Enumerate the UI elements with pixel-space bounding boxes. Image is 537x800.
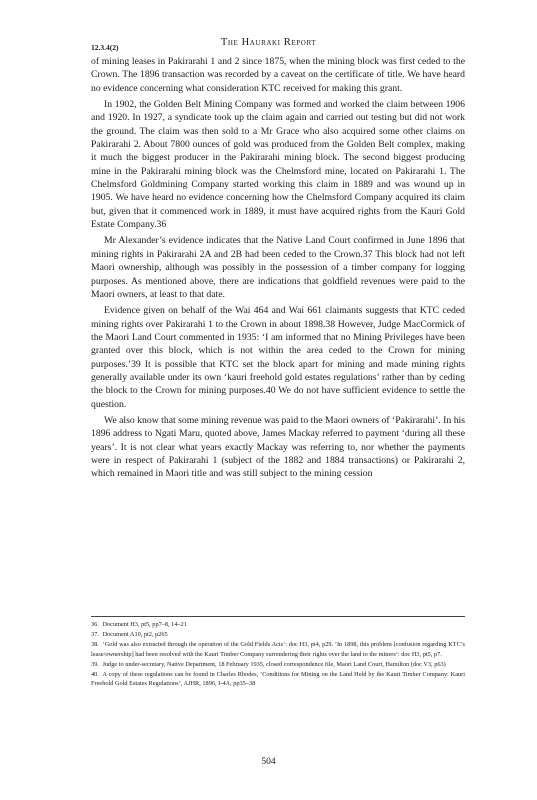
footnote-38 xyxy=(91,640,465,658)
footnote-text: ‘Gold was also extracted through the operation of the Gold Fields Acts’: doc H3, pt4, p29. ‘In 1898, this problem [confusion regarding KTC’s lease/ownership] had been resolved with the Kauri Timber Company surrendering their rights over the land to the miners’: doc H3, pt5, p7. xyxy=(91,641,465,658)
footnote-number: 36. xyxy=(91,621,99,628)
footnote-divider xyxy=(91,616,465,617)
footnote-text: Judge to under-secretary, Native Department, 18 February 1935, closed correspondence file, Maori Land Court, Hamilton (doc V3, p63) xyxy=(102,660,446,668)
footnote-text: A copy of these regulations can be found in Charles Rhodes, ‘Conditions for Mining on the Land Held by the Kauri Timber Company: Kauri Freehold Gold Estates Regulations’, AJHR, 1896, I-4A, pp35–38 xyxy=(91,671,465,688)
footnote-40 xyxy=(91,670,465,688)
footnote-number: 39. xyxy=(91,660,99,668)
paragraph-1: of mining leases in Pakirarahi 1 and 2 since 1875, when the mining block was first ceded to the Crown. The 1896 transaction was recorded by a caveat on the certificate of title. We have heard no evidence concerning what consideration KTC received for making this grant. xyxy=(91,56,465,94)
footnote-39 xyxy=(91,660,465,669)
footnote-36 xyxy=(91,620,465,629)
footnote-text: Document H3, pt5, pp7–8, 14–21 xyxy=(102,621,187,628)
footnote-37 xyxy=(91,630,465,639)
footnote-number: 37. xyxy=(91,631,99,639)
paragraph-2: In 1902, the Golden Belt Mining Company was formed and worked the claim between 1906 and 1920. In 1927, a syndicate took up the claim again and carried out testing but did not work the ground. The claim was then sold to a Mr Grace who also acquired some other claims on Pakirarahi 2. About 7800 ounces of gold was produced from the Golden Belt complex, making it much the biggest producer in the Pakirarahi mining block. The second biggest producing mine in the Pakirarahi mining block was the Chelmsford mine, located on Pakirarahi 1. The Chelmsford Goldmining Company started working this claim in 1889 and was wound up in 1905. We have heard no evidence concerning how the Chelmsford Company acquired its claim but, given that it commenced work in 1889, it must have acquired rights from the Kauri Gold Estate Company.36 xyxy=(91,99,465,231)
footnote-number: 40. xyxy=(91,671,99,679)
body-text xyxy=(91,55,465,484)
running-head: The Hauraki Report xyxy=(220,37,317,48)
section-number: 12.3.4(2) xyxy=(91,43,119,52)
page-number: 504 xyxy=(261,757,276,767)
footnote-number: 38. xyxy=(91,641,99,649)
footnote-text: Document A10, pt2, p265 xyxy=(102,631,168,639)
paragraph-5: We also know that some mining revenue was paid to the Maori owners of ‘Pakirarahi’. In his 1896 address to Ngati Maru, quoted above, James Mackay referred to payment ‘during all these years’. It is not clear what years exactly Mackay was referring to, nor whether the payments were in respect of Pakirarahi 1 (subject of the 1882 and 1884 transactions) or Pakirarahi 2, which remained in Maori title and was still subject to the mining cession xyxy=(91,414,465,480)
footnotes xyxy=(91,620,465,689)
paragraph-3: Mr Alexander’s evidence indicates that the Native Land Court confirmed in June 1896 that mining rights in Pakirarahi 2A and 2B had been ceded to the Crown.37 This block had not left Maori ownership, although was possibly in the possession of a timber company for logging purposes. As mentioned above, there are indications that goldfield revenues were paid to the Maori owners, at least to that date. xyxy=(91,235,465,300)
paragraph-4: Evidence given on behalf of the Wai 464 and Wai 661 claimants suggests that KTC ceded mining rights over Pakirarahi 1 to the Crown in about 1898.38 However, Judge MacCormick of the Maori Land Court commented in 1935: ‘I am informed that no Mining Privileges have been granted over this block, which is not within the area ceded to the Crown for mining purposes.’39 It is possible that KTC set the block apart for mining and made mining rights generally available under its own ‘kauri freehold gold estates regulations’ rather than by ceding the block to the Crown for mining purposes.40 We do not have sufficient evidence to settle the question. xyxy=(91,305,465,410)
